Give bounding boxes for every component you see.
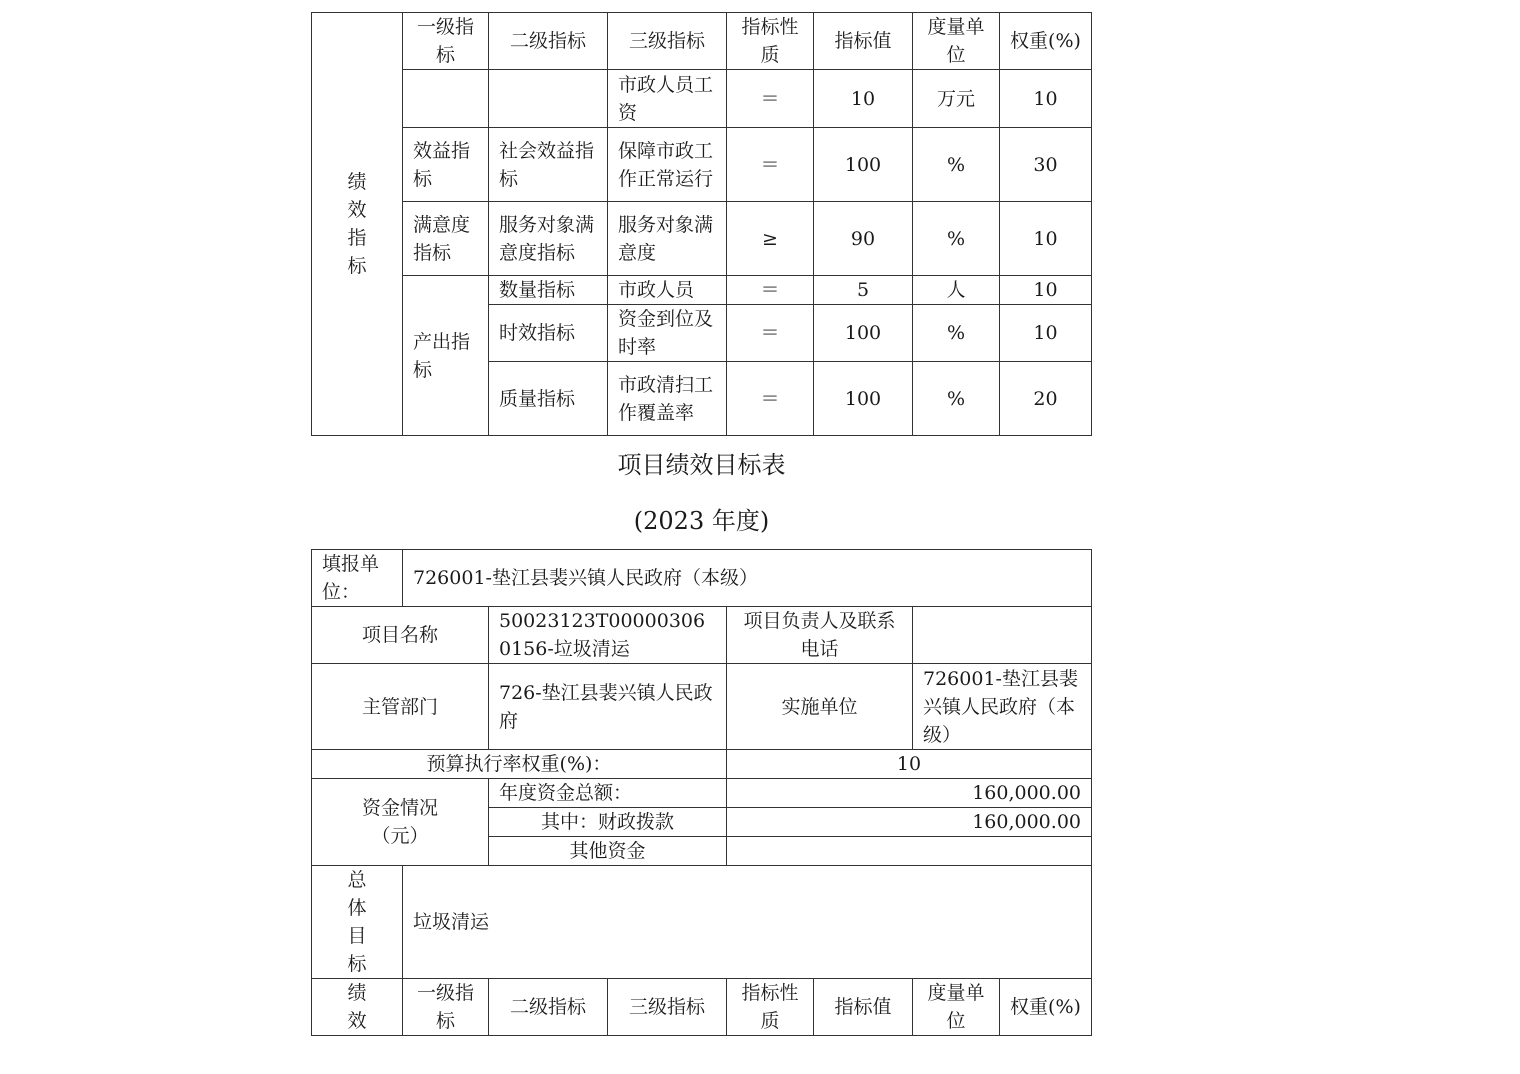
- side-label-performance: [312, 13, 403, 436]
- document-title: 项目绩效目标表: [617, 451, 786, 479]
- cell-level1: [403, 70, 489, 128]
- cell-weight: 10: [1000, 202, 1092, 276]
- cell-nature: ＝: [727, 128, 814, 202]
- fund-fiscal-label: 其中：财政拨款: [489, 808, 727, 837]
- side-label-text: 绩效指标: [347, 171, 367, 277]
- fund-label: [312, 779, 489, 866]
- cell-weight: 10: [1000, 70, 1092, 128]
- fill-unit-row: [312, 550, 1092, 607]
- fund-other-label: 其他资金: [489, 837, 727, 866]
- header-nature: 指标性质: [727, 13, 814, 70]
- cell-unit: %: [913, 202, 1000, 276]
- cell-value: 5: [814, 276, 913, 305]
- header-level2: 二级指标: [489, 13, 608, 70]
- cell-weight: 10: [1000, 305, 1092, 362]
- budget-rate-label: 预算执行率权重(%)：: [312, 750, 727, 779]
- fund-label-text: 资金情况（元）: [361, 797, 438, 847]
- cell-weight: 30: [1000, 128, 1092, 202]
- budget-rate-row: [312, 750, 1092, 779]
- fill-unit-label: 填报单位：: [312, 550, 403, 607]
- project-name-value: 50023123T000003060156-垃圾清运: [489, 607, 727, 664]
- cell-nature: ＝: [727, 70, 814, 128]
- table-header-row: [312, 13, 1092, 70]
- fund-total-row: [312, 779, 1092, 808]
- cell-unit: 万元: [913, 70, 1000, 128]
- goal-label-text: 总体目标: [347, 869, 367, 975]
- header-weight: 权重(%): [1000, 979, 1092, 1036]
- leader-label: 项目负责人及联系电话: [727, 607, 913, 664]
- cell-nature: ＝: [727, 276, 814, 305]
- cell-unit: %: [913, 305, 1000, 362]
- department-row: [312, 664, 1092, 750]
- header-level2: 二级指标: [489, 979, 608, 1036]
- budget-rate-value: 10: [727, 750, 1092, 779]
- cell-level3: 保障市政工作正常运行: [608, 128, 727, 202]
- impl-label: 实施单位: [727, 664, 913, 750]
- header-unit: 度量单位: [913, 13, 1000, 70]
- cell-level3: 市政人员: [608, 276, 727, 305]
- table-row: [312, 276, 1092, 305]
- fund-total-value: 160,000.00: [727, 779, 1092, 808]
- fund-fiscal-value: 160,000.00: [727, 808, 1092, 837]
- cell-level2: [489, 70, 608, 128]
- cell-level2: 时效指标: [489, 305, 608, 362]
- table-row: [312, 128, 1092, 202]
- header-weight: 权重(%): [1000, 13, 1092, 70]
- cell-value: 90: [814, 202, 913, 276]
- header-level1: 一级指标: [403, 13, 489, 70]
- cell-value: 100: [814, 362, 913, 436]
- table-row: [312, 70, 1092, 128]
- header-unit: 度量单位: [913, 979, 1000, 1036]
- dept-label: 主管部门: [312, 664, 489, 750]
- cell-level1: 效益指标: [403, 128, 489, 202]
- cell-level3: 资金到位及时率: [608, 305, 727, 362]
- header-level3: 三级指标: [608, 979, 727, 1036]
- fill-unit-value: 726001-垫江县裴兴镇人民政府（本级）: [403, 550, 1092, 607]
- cell-level3: 服务对象满意度: [608, 202, 727, 276]
- fund-total-label: 年度资金总额：: [489, 779, 727, 808]
- perf-label-text: 绩效: [347, 982, 367, 1032]
- cell-nature: ＝: [727, 362, 814, 436]
- cell-level2: 服务对象满意度指标: [489, 202, 608, 276]
- cell-level3: 市政人员工资: [608, 70, 727, 128]
- cell-unit: %: [913, 362, 1000, 436]
- cell-level2: 质量指标: [489, 362, 608, 436]
- performance-indicator-table-continued: [311, 12, 1092, 436]
- table-header-row: [312, 979, 1092, 1036]
- header-level3: 三级指标: [608, 13, 727, 70]
- header-level1: 一级指标: [403, 979, 489, 1036]
- cell-value: 10: [814, 70, 913, 128]
- impl-value: 726001-垫江县裴兴镇人民政府（本级）: [913, 664, 1092, 750]
- project-name-label: 项目名称: [312, 607, 489, 664]
- fund-other-value: [727, 837, 1092, 866]
- header-value: 指标值: [814, 979, 913, 1036]
- cell-unit: 人: [913, 276, 1000, 305]
- cell-level2: 数量指标: [489, 276, 608, 305]
- cell-nature: ≥: [727, 202, 814, 276]
- document-year: (2023 年度): [633, 507, 770, 535]
- project-performance-goal-table: [311, 549, 1092, 1036]
- cell-unit: %: [913, 128, 1000, 202]
- project-name-row: [312, 607, 1092, 664]
- overall-goal-row: [312, 866, 1092, 979]
- header-nature: 指标性质: [727, 979, 814, 1036]
- cell-value: 100: [814, 305, 913, 362]
- table-row: [312, 202, 1092, 276]
- cell-level2: 社会效益指标: [489, 128, 608, 202]
- cell-weight: 20: [1000, 362, 1092, 436]
- cell-level1-output: 产出指标: [403, 276, 489, 436]
- cell-weight: 10: [1000, 276, 1092, 305]
- header-value: 指标值: [814, 13, 913, 70]
- cell-value: 100: [814, 128, 913, 202]
- cell-level3: 市政清扫工作覆盖率: [608, 362, 727, 436]
- cell-level1: 满意度指标: [403, 202, 489, 276]
- leader-value: [913, 607, 1092, 664]
- dept-value: 726-垫江县裴兴镇人民政府: [489, 664, 727, 750]
- cell-nature: ＝: [727, 305, 814, 362]
- goal-value: 垃圾清运: [403, 866, 1092, 979]
- perf-label: [312, 979, 403, 1036]
- goal-label: [312, 866, 403, 979]
